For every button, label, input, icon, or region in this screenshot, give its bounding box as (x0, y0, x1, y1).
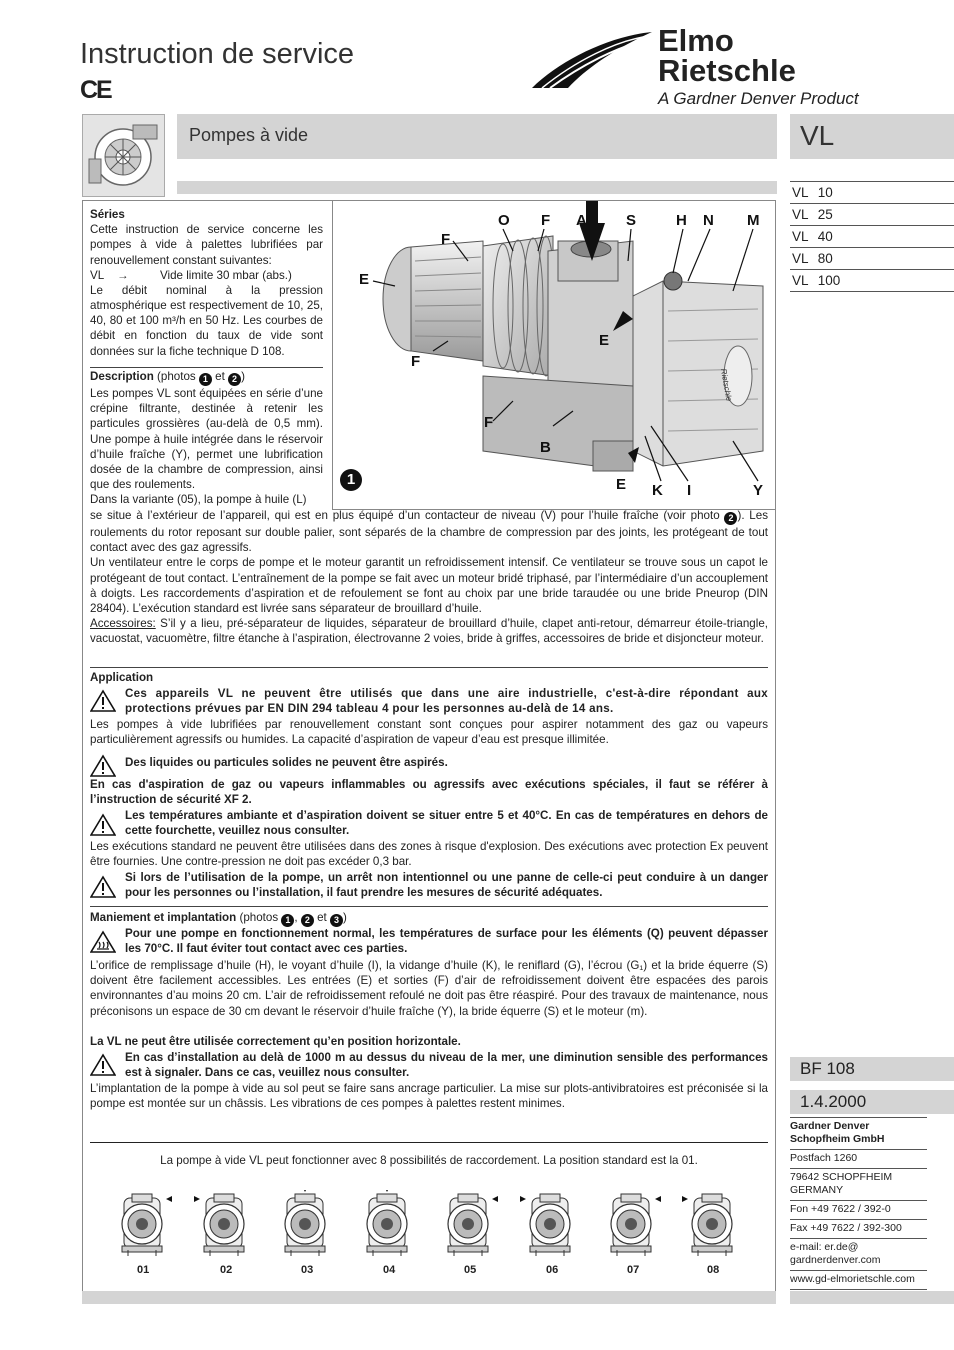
subtitle-bar (177, 114, 777, 159)
warning-icon (90, 1053, 116, 1077)
mounting-position-icon (194, 1194, 244, 1256)
application-warning-4: Si lors de l’utilisation de la pompe, un arrêt non intentionnel ou une panne de celle-ci peut conduire à un danger pour les personnes ou l’installation, il faut prendre les mesures de sécurité adéquates. (125, 871, 768, 900)
description-heading: Description (90, 370, 154, 383)
handling-heading-line: Maniement et implantation (photos 1 , 2 et 3 ) (90, 911, 347, 925)
fax: Fax +49 7622 / 392-300 (790, 1219, 927, 1238)
series-vl-line: VL → Vide limite 30 mbar (abs.) (90, 268, 292, 282)
description-section: Description (photos 1 et 2 ) Les pompes VL sont équipées en série d’une crépine filtrante, destinée à retenir les particules grossières (au-delà de 0,5 mm). Une pompe à huile intégrée dans le réservoir d’huile fraîche (Y), permet une lubrification dosée de la chambre de compression, ainsi que des roulements. Dans la variante (05), la pompe à huile (L) (90, 370, 323, 507)
page-title: Instruction de service (80, 38, 355, 70)
positions-diagram (110, 1190, 750, 1290)
photo-number-badge: 2 (228, 373, 241, 386)
warning-icon (90, 813, 116, 837)
label-I: I (687, 482, 692, 499)
handling-heading: Maniement et implantation (90, 911, 237, 924)
application-warning-3: Les températures ambiante et d’aspiration doivent se situer entre 5 et 40°C. En cas de températures en dehors de cette fourchette, veuillez nous consulter. (125, 809, 768, 838)
description-text: Les pompes VL sont équipées en série d’une crépine filtrante, destinée à retenir les particules grossières (au-delà de 0,5 mm). Une pompe à huile intégrée dans le réservoir d’huile fraîche (Y), permet une lubrification dosée de la chambre de compression, ainsi que des roulements. (90, 387, 323, 492)
warning-icon (90, 875, 116, 899)
city: 79642 SCHOPFHEIM GERMANY (790, 1168, 927, 1200)
hot-surface-warning-icon (90, 930, 116, 954)
position-label: 02 (220, 1264, 233, 1276)
description-text-3: Un ventilateur entre le corps de pompe et le moteur garantit un refroidissement intensif. Ce ventilateur se trouve sous un capot le protégeant de tout contact. L’entraînement de la pompe se fait avec un moteur bridé triphasé, par l’intermédiaire d’un accouplement à doigts. Les raccordements d’aspiration et de refoulement se font au choix par une bride taraudée ou une bride Pneurop (DIN 28404). L’exécution standard est livrée sans séparateur de brouillard d’huile. (90, 556, 768, 616)
footer-bar (82, 1291, 776, 1304)
application-warning-1: Ces appareils VL ne peuvent être utilisés que dans une aire industrielle, c'est-à-dire répondant aux protections prévues par EN DIN 294 tableau 4 pour les personnes au-delà de 14 ans. (125, 687, 768, 716)
accessories-text: Accessoires: S’il y a lieu, pré-séparateur de liquides, séparateur de brouillard d’huile, clapet anti-retour, démarreur étoile-triangle, vacuostat, vacuomètre, filtre étanche à l’aspiration, électrovanne 2 voies, bride à griffes, accessoires de bride et disjoncteur moteur. (90, 617, 768, 646)
label-E: E (599, 332, 610, 349)
position-label: 04 (383, 1264, 396, 1276)
model-item: VL 100 (790, 269, 954, 292)
position-label: 03 (301, 1264, 314, 1276)
nameplate-text: Rietschle (718, 367, 734, 402)
flow-arrow-icon (166, 1196, 172, 1202)
series-text: Cette instruction de service concerne les pompes à vide à palettes lubrifiées par renouvellement constant suivantes: (90, 223, 323, 267)
application-heading: Application (90, 671, 154, 684)
label-O: O (498, 212, 510, 229)
photo-number-badge: 1 (340, 469, 362, 491)
handling-warning-2: En cas d’installation au delà de 1000 m au dessus du niveau de la mer, une diminution sensible des performances est à signaler. Dans ce cas, veuillez nous consulter. (125, 1051, 768, 1080)
flow-arrow-icon (520, 1196, 526, 1202)
label-A: A (576, 212, 587, 229)
model-item: VL 25 (790, 203, 954, 225)
flow-arrow-icon (682, 1196, 688, 1202)
model-item: VL 40 (790, 225, 954, 247)
application-bold-note: En cas d'aspiration de gaz ou vapeurs inflammables ou agressifs avec exécutions spéciales, il faut se référer à l’instruction de sécurité XF 2. (90, 778, 768, 807)
position-label: 05 (464, 1264, 477, 1276)
photo-number-badge: 1 (199, 373, 212, 386)
brand-tagline: A Gardner Denver Product (658, 89, 859, 108)
application-text-1: Les pompes à vide lubrifiées par renouvellement constant sont conçues pour aspirer notamment des gaz ou vapeurs particulièrement agressifs ou humides. La capacité d’aspiration de vapeur d’eau est presque illimitée. (90, 718, 768, 747)
contact-block (790, 1117, 927, 1290)
footer-bar-right (790, 1291, 954, 1304)
model-item: VL 10 (790, 181, 954, 203)
series-text-2: Le débit nominal à la pression atmosphérique est respectivement de 10, 25, 40, 80 et 100 m³/h en 50 Hz. Les courbes de débit en fonction du taux de vide sont données sur la fiche technique D 108. (90, 283, 323, 358)
doc-code: BF 108 (800, 1059, 855, 1078)
series-section (90, 207, 323, 359)
position-label: 06 (546, 1264, 559, 1276)
position-label: 01 (137, 1264, 150, 1276)
vacuum-pump-illustration (333, 201, 775, 509)
label-M: M (747, 212, 760, 229)
handling-warning-1: Pour une pompe en fonctionnement normal, les températures de surface pour les éléments (Q) peuvent dépasser les 70°C. Il faut éviter tout contact avec ces parties. (125, 927, 768, 956)
warning-icon (90, 689, 116, 713)
handling-bold-note: La VL ne peut être utilisée correctement qu’en position horizontale. (90, 1035, 461, 1048)
divider-bar (177, 181, 777, 194)
photo-number-badge: 2 (301, 914, 314, 927)
brand-name: Elmo Rietschle (658, 23, 796, 88)
company-name: Gardner Denver Schopfheim GmbH (790, 1117, 927, 1149)
label-N: N (703, 212, 714, 229)
handling-text-2: L’implantation de la pompe à vide au sol peut se faire sans ancrage particulier. La mise sur plots-antivibratoires est préconisée si la pompe est montée sur un châssis. Les vibrations de ces pompes à palettes restent minimes. (90, 1082, 768, 1111)
subtitle: Pompes à vide (189, 125, 309, 145)
label-H: H (676, 212, 687, 229)
email: e-mail: er.de@ gardnerdenver.com (790, 1238, 927, 1270)
flow-arrow-icon (492, 1196, 498, 1202)
label-S: S (626, 212, 637, 229)
product-box (790, 114, 954, 159)
position-label: 07 (627, 1264, 640, 1276)
ce-mark: CE (80, 76, 111, 104)
mounting-position-icon (611, 1194, 661, 1256)
date-box (790, 1090, 954, 1114)
product-code: VL (800, 120, 835, 151)
label-F: F (484, 414, 494, 431)
pump-photo (332, 200, 776, 510)
label-F: F (541, 212, 551, 229)
mounting-position-icon (682, 1194, 732, 1256)
mounting-position-icon (448, 1194, 498, 1256)
label-E: E (616, 476, 627, 493)
label-E: E (359, 271, 370, 288)
application-warning-2: Des liquides ou particules solides ne peuvent être aspirés. (125, 756, 448, 769)
label-F: F (411, 353, 421, 370)
label-Y: Y (753, 482, 764, 499)
brand-swoosh-logo (530, 30, 655, 92)
flow-arrow-icon (384, 1190, 390, 1192)
pump-icon (82, 114, 165, 197)
mounting-positions-svg (110, 1190, 750, 1270)
description-text-2a: Dans la variante (05), la pompe à huile (L) (90, 493, 307, 507)
flow-arrow-icon (194, 1196, 200, 1202)
mounting-position-icon (520, 1194, 570, 1256)
model-list (790, 181, 954, 292)
postfach: Postfach 1260 (790, 1149, 927, 1168)
handling-text-1: L’orifice de remplissage d’huile (H), le voyant d’huile (I), la vidange d’huile (K), le reniflard (G), l’écrou (G₁) et la bride équerre (S) doivent être facilement accessibles. Les entrées (E) et sorties (F) d’air de refroidissement doivent être espacées des parois environnantes d’au moins 20 cm. L’air de refroidissement refoulé ne doit pas être réaspiré. Pour des travaux de maintenance, nous préconisons un espace de 30 cm devant le réservoir d’huile fraîche (Y), la bride équerre (S) et le moteur (m). (90, 959, 768, 1018)
positions-caption: La pompe à vide VL peut fonctionner avec 8 possibilités de raccordement. La position standard est la 01. (160, 1154, 698, 1167)
doc-code-box (790, 1057, 954, 1081)
mounting-position-icon (122, 1194, 172, 1256)
label-K: K (652, 482, 663, 499)
doc-date: 1.4.2000 (800, 1092, 867, 1111)
position-label: 08 (707, 1264, 720, 1276)
mounting-position-icon (285, 1190, 325, 1256)
flow-arrow-icon (655, 1196, 661, 1202)
model-item: VL 80 (790, 247, 954, 269)
label-B: B (540, 439, 551, 456)
phone: Fon +49 7622 / 392-0 (790, 1200, 927, 1219)
flow-arrow-icon (302, 1190, 308, 1192)
website-link[interactable]: www.gd-elmorietschle.com (790, 1270, 927, 1290)
mounting-position-icon (367, 1190, 407, 1256)
label-F: F (441, 231, 451, 248)
photo-number-badge: 1 (281, 914, 294, 927)
series-heading: Séries (90, 208, 125, 221)
warning-icon (90, 754, 116, 778)
description-continued: se situe à l’extérieur de l’appareil, qui est en plus équipé d’un contacteur de niveau (V) pour l’huile fraîche (voir photo 2 ). Les roulements du rotor reposant sur double palier, sont séparés de la chambre de compression par des joints, les protégeant de tout contact avec des gaz agressifs. Un ventilateur entre le corps de pompe et le moteur garantit un refroidissement intensif. Ce ventilateur se trouve sous un capot le protégeant de tout contact. L’entraînement de la pompe se fait avec un moteur bridé triphasé, par l’intermédiaire d’un accouplement à doigts. Les raccordements d’aspiration et de refoulement se font au choix par une bride taraudée ou une bride Pneurop (DIN 28404). L’exécution standard est livrée sans séparateur de brouillard d’huile. Accessoires: S’il y a lieu, pré-séparateur de liquides, séparateur de brouillard d’huile, clapet anti-retour, démarreur étoile-triangle, vacuostat, vacuomètre, filtre étanche à l’aspiration, électrovanne 2 voies, bride à griffes, accessoires de bride et disjoncteur moteur. (90, 509, 768, 646)
application-text-2: Les exécutions standard ne peuvent être utilisées dans des zones à risque d'explosion. Des exécutions avec protection Ex peuvent être fournies. Une contre-pression ne doit pas excéder 0,3 bar. (90, 840, 768, 869)
photo-number-badge: 2 (724, 512, 737, 525)
photo-number-badge: 3 (330, 914, 343, 927)
